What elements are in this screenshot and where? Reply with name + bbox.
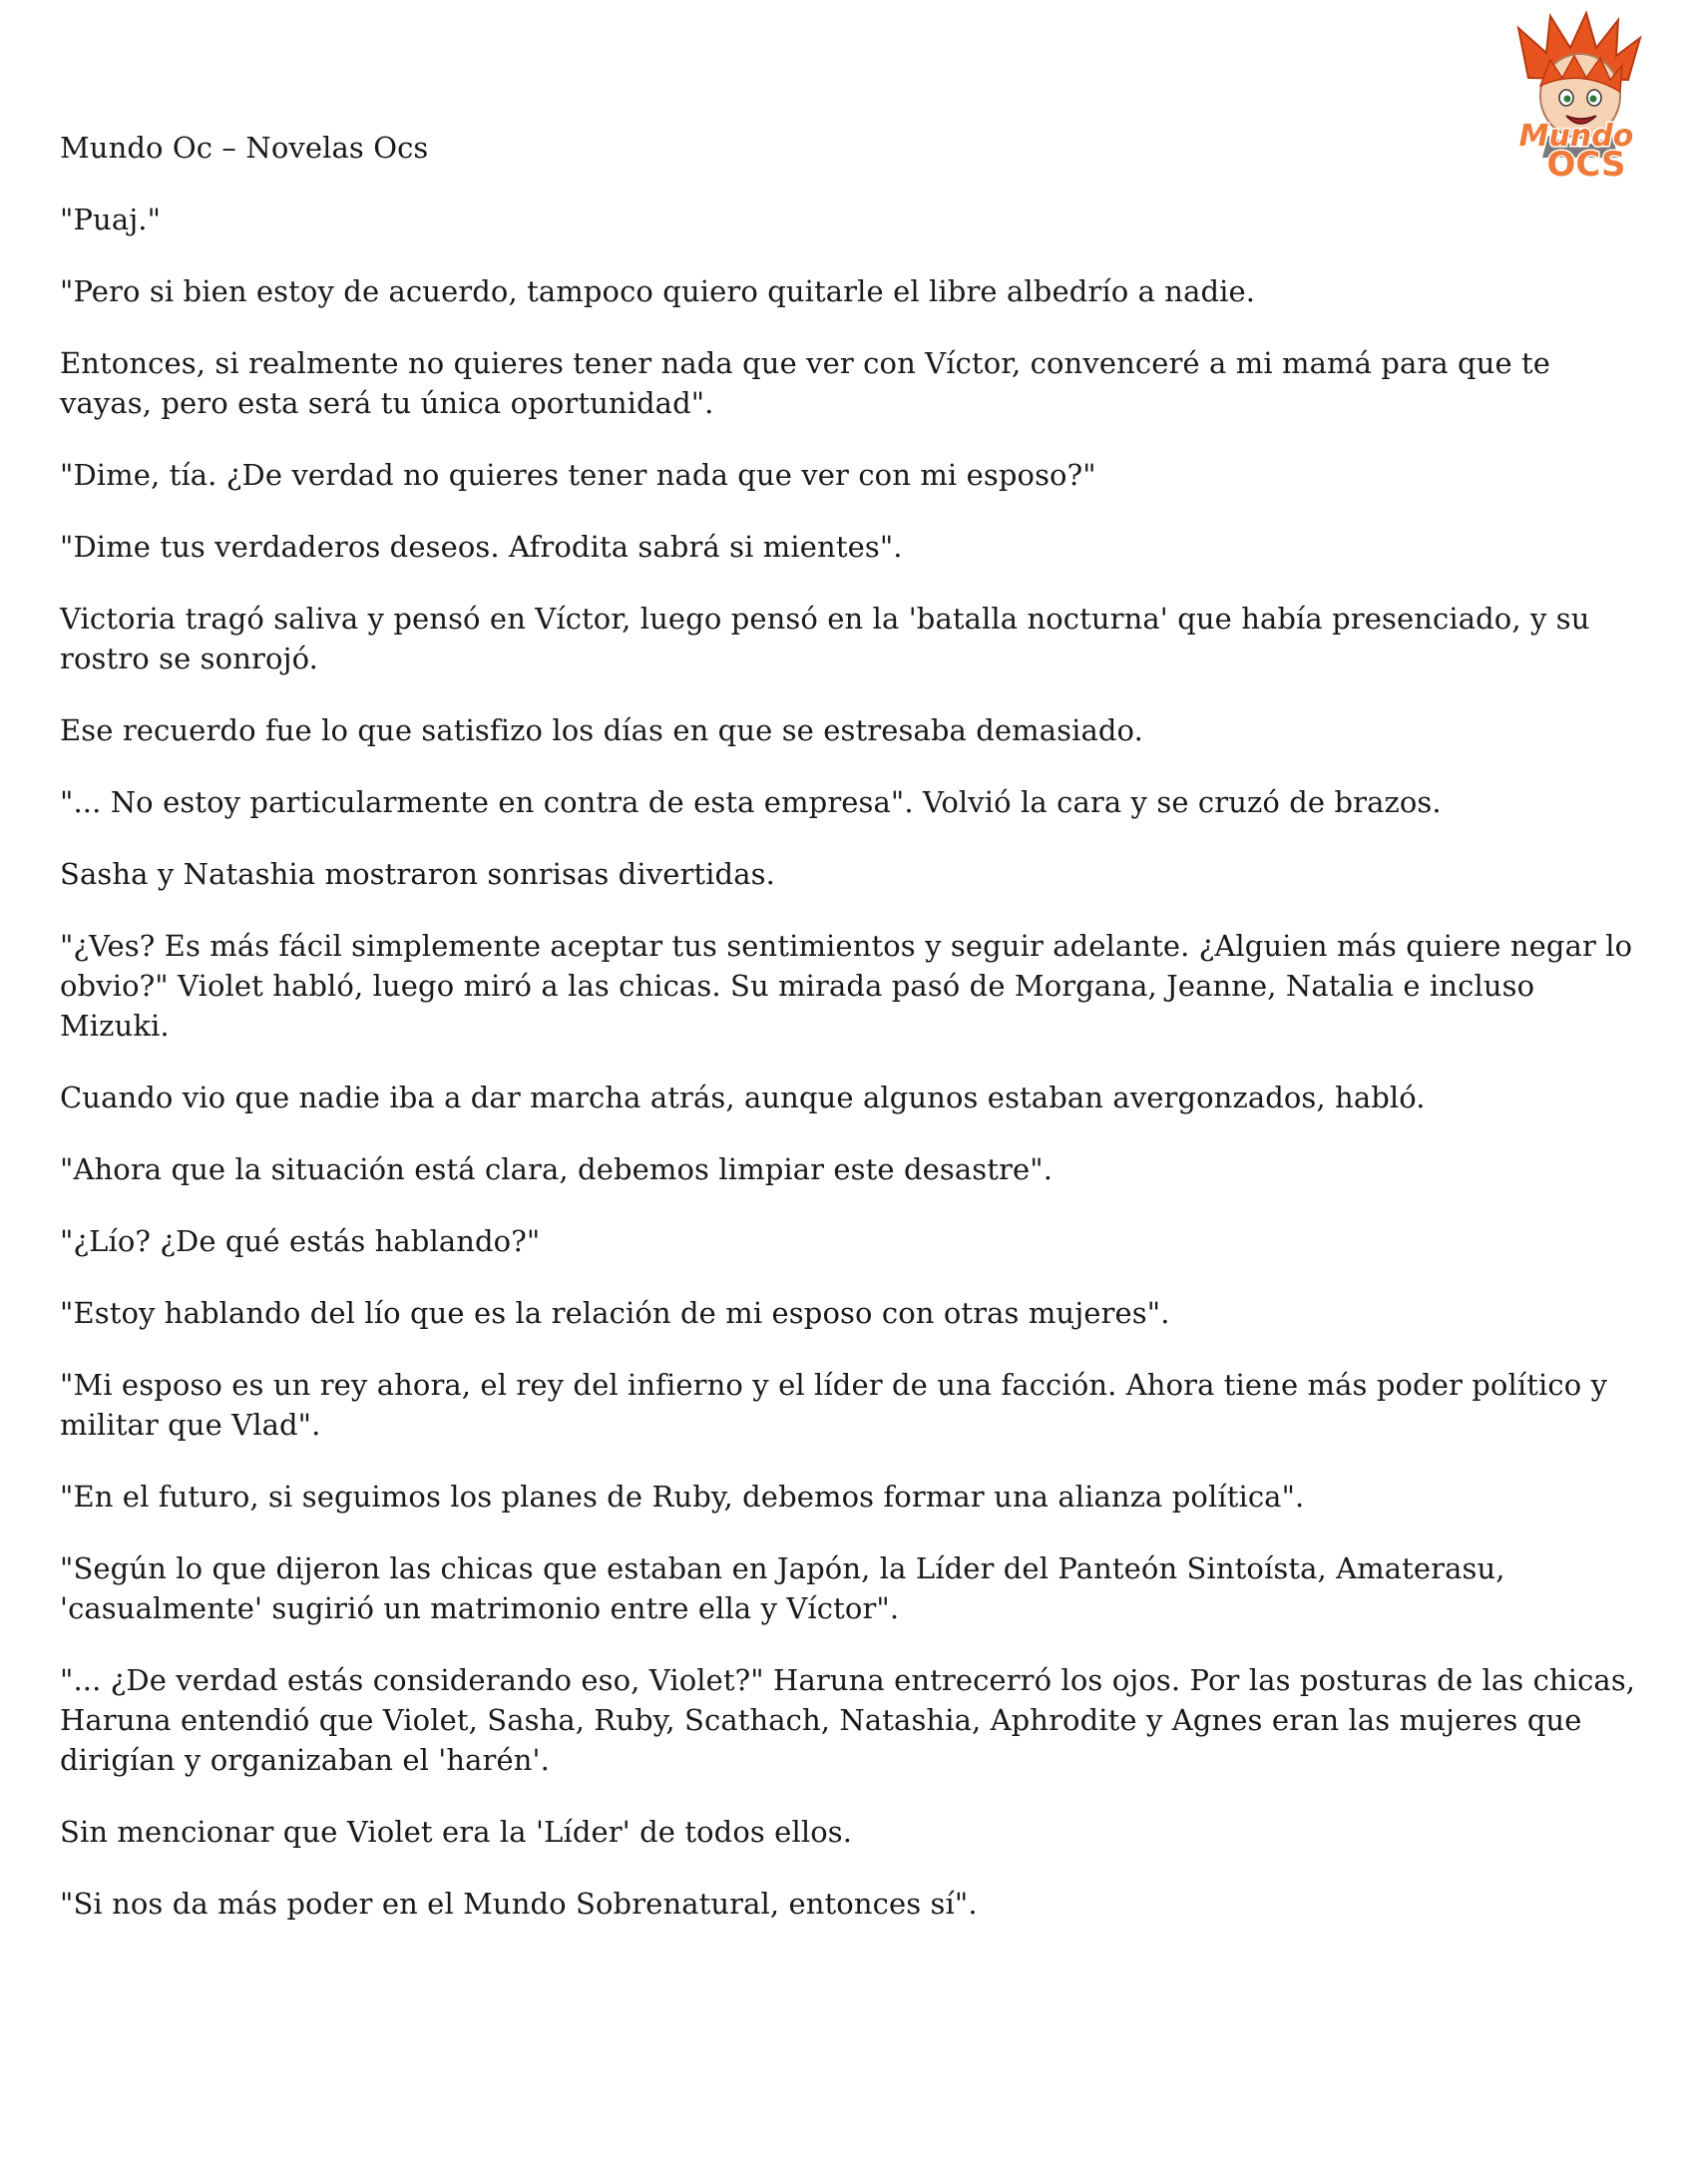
paragraph: "Puaj." [60,203,162,236]
paragraph: "Ahora que la situación está clara, debemos limpiar este desastre". [60,1152,1054,1186]
paragraph: Ese recuerdo fue lo que satisfizo los días en que se estresaba demasiado. [60,713,1143,747]
page-header-title: Mundo Oc – Novelas Ocs [60,131,429,165]
paragraph: "Según lo que dijeron las chicas que estaban en Japón, la Líder del Panteón Sintoísta, Amaterasu, 'casualmente' sugirió un matrimonio entre ella y Víctor". [60,1551,1505,1625]
svg-text:OCS: OCS [1546,145,1626,183]
paragraph: "... ¿De verdad estás considerando eso, Violet?" Haruna entrecerró los ojos. Por las posturas de las chicas, Haruna entendió que Violet, Sasha, Ruby, Scathach, Natashia, Aphrodite y Agnes eran las mujeres que dirigían y organizaban el 'harén'. [60,1663,1636,1777]
svg-text:Mundo: Mundo [1518,119,1634,154]
paragraph: Sin mencionar que Violet era la 'Líder' de todos ellos. [60,1815,853,1849]
paragraph: "Si nos da más poder en el Mundo Sobrenatural, entonces sí". [60,1887,978,1921]
paragraph: "En el futuro, si seguimos los planes de Ruby, debemos formar una alianza política". [60,1480,1305,1514]
paragraph: Sasha y Natashia mostraron sonrisas divertidas. [60,857,775,891]
paragraph: "Pero si bien estoy de acuerdo, tampoco quiero quitarle el libre albedrío a nadie. [60,274,1256,308]
paragraph: "Estoy hablando del lío que es la relación de mi esposo con otras mujeres". [60,1296,1170,1330]
paragraph: "¿Lío? ¿De qué estás hablando?" [60,1224,541,1258]
paragraph: "Dime tus verdaderos deseos. Afrodita sabrá si mientes". [60,530,903,564]
paragraph: "¿Ves? Es más fácil simplemente aceptar tus sentimientos y seguir adelante. ¿Alguien más quiere negar lo obvio?" Violet habló, luego miró a las chicas. Su mirada pasó de Morgana, Jeanne, Natalia e incluso Mizuki. [60,929,1633,1043]
document-body [60,128,1636,1956]
paragraph: "Dime, tía. ¿De verdad no quieres tener nada que ver con mi esposo?" [60,458,1096,492]
paragraph: Entonces, si realmente no quieres tener nada que ver con Víctor, convenceré a mi mamá para que te vayas, pero esta será tu única oportunidad". [60,346,1551,420]
paragraph: Cuando vio que nadie iba a dar marcha atrás, aunque algunos estaban avergonzados, habló. [60,1081,1426,1114]
paragraph: "Mi esposo es un rey ahora, el rey del infierno y el líder de una facción. Ahora tiene más poder político y militar que Vlad". [60,1368,1608,1442]
paragraph: "... No estoy particularmente en contra de esta empresa". Volvió la cara y se cruzó de brazos. [60,785,1442,819]
paragraph: Victoria tragó saliva y pensó en Víctor, luego pensó en la 'batalla nocturna' que había presenciado, y su rostro se sonrojó. [60,602,1590,675]
